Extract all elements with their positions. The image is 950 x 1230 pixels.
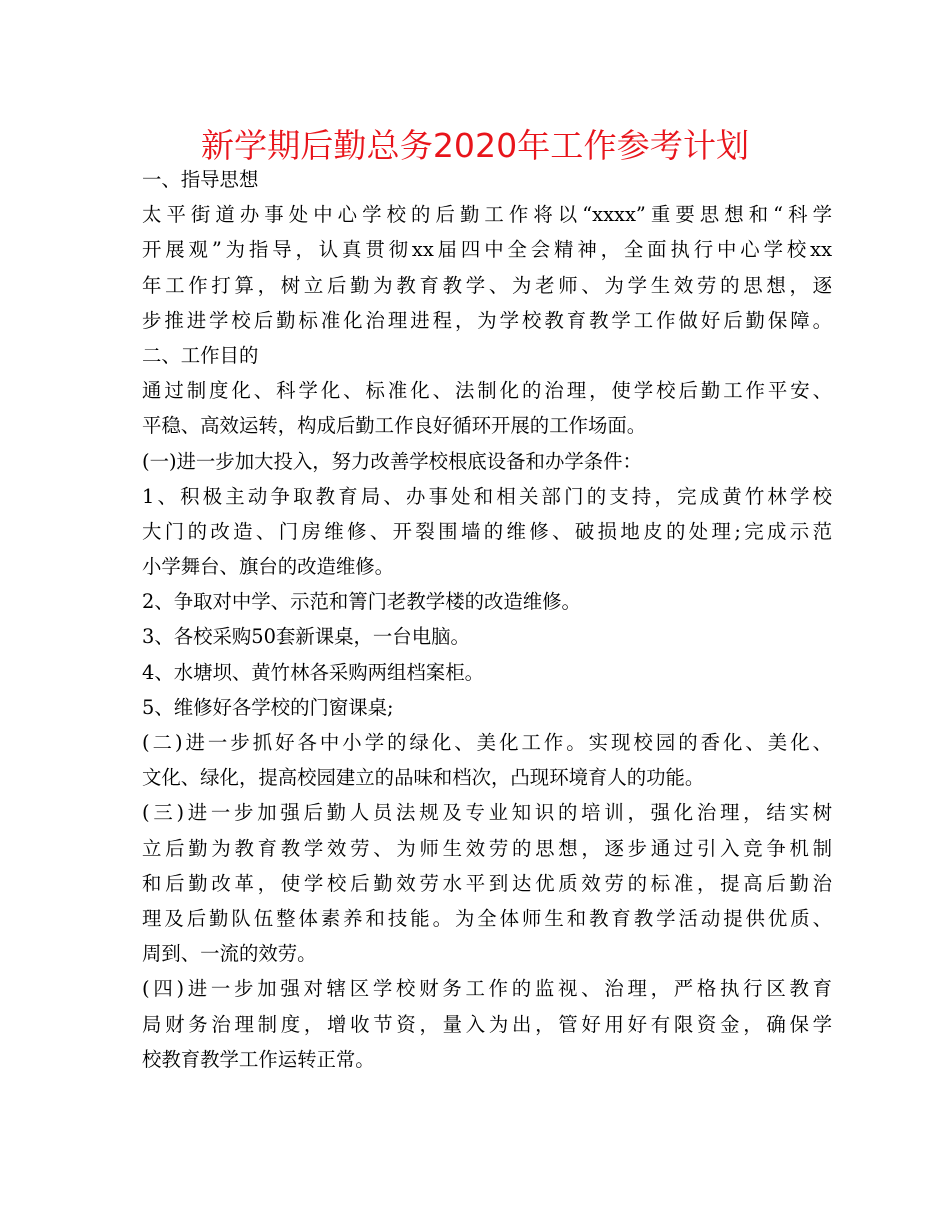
- subsection-heading: (一)进一步加大投入，努力改善学校根底设备和办学条件：: [142, 449, 642, 473]
- paragraph-line: (二)进一步抓好各中小学的绿化、美化工作。实现校园的香化、美化、: [142, 731, 832, 754]
- list-item: 1、积极主动争取教育局、办事处和相关部门的支持，完成黄竹林学校: [142, 484, 832, 508]
- list-item: 3、各校采购50套新课桌，一台电脑。: [142, 625, 470, 649]
- list-item: 5、维修好各学校的门窗课桌;: [142, 695, 394, 719]
- paragraph-line: 立后勤为教育教学效劳、为师生效劳的思想，逐步通过引入竞争机制: [142, 836, 832, 860]
- document-body: [142, 162, 832, 1077]
- paragraph-line: 和后勤改革，使学校后勤效劳水平到达优质效劳的标准，提高后勤治: [142, 871, 832, 895]
- list-item: 2、争取对中学、示范和箐门老教学楼的改造维修。: [142, 590, 581, 614]
- list-item: 小学舞台、旗台的改造维修。: [142, 555, 395, 579]
- paragraph-line: 步推进学校后勤标准化治理进程，为学校教育教学工作做好后勤保障。: [142, 308, 832, 332]
- paragraph-line: 局财务治理制度，增收节资，量入为出，管好用好有限资金，确保学: [142, 1012, 832, 1036]
- document-title: 新学期后勤总务2020年工作参考计划: [200, 126, 750, 165]
- paragraph-line: 通过制度化、科学化、标准化、法制化的治理，使学校后勤工作平安、: [142, 379, 832, 403]
- paragraph-line: 平稳、高效运转，构成后勤工作良好循环开展的工作场面。: [142, 414, 647, 438]
- paragraph-line: 周到、一流的效劳。: [142, 942, 317, 966]
- paragraph-line: 开展观”为指导，认真贯彻xx届四中全会精神，全面执行中心学校xx: [142, 238, 832, 262]
- section-heading: 二、工作目的: [142, 343, 259, 367]
- paragraph-line: 校教育教学工作运转正常。: [142, 1047, 375, 1071]
- paragraph-line: (四)进一步加强对辖区学校财务工作的监视、治理，严格执行区教育: [142, 977, 832, 1001]
- paragraph-line: 文化、绿化，提高校园建立的品味和档次，凸现环境育人的功能。: [142, 766, 705, 790]
- paragraph-line: (三)进一步加强后勤人员法规及专业知识的培训，强化治理，结实树: [142, 801, 832, 825]
- list-item: 大门的改造、门房维修、开裂围墙的维修、破损地皮的处理;完成示范: [142, 519, 832, 543]
- paragraph-line: 理及后勤队伍整体素养和技能。为全体师生和教育教学活动提供优质、: [142, 906, 832, 930]
- section-heading: 一、指导思想: [142, 168, 259, 191]
- paragraph-line: 太平街道办事处中心学校的后勤工作将以“xxxx”重要思想和“科学: [142, 203, 832, 227]
- paragraph-line: 年工作打算，树立后勤为教育教学、为老师、为学生效劳的思想，逐: [142, 273, 832, 297]
- list-item: 4、水塘坝、黄竹林各采购两组档案柜。: [142, 660, 484, 684]
